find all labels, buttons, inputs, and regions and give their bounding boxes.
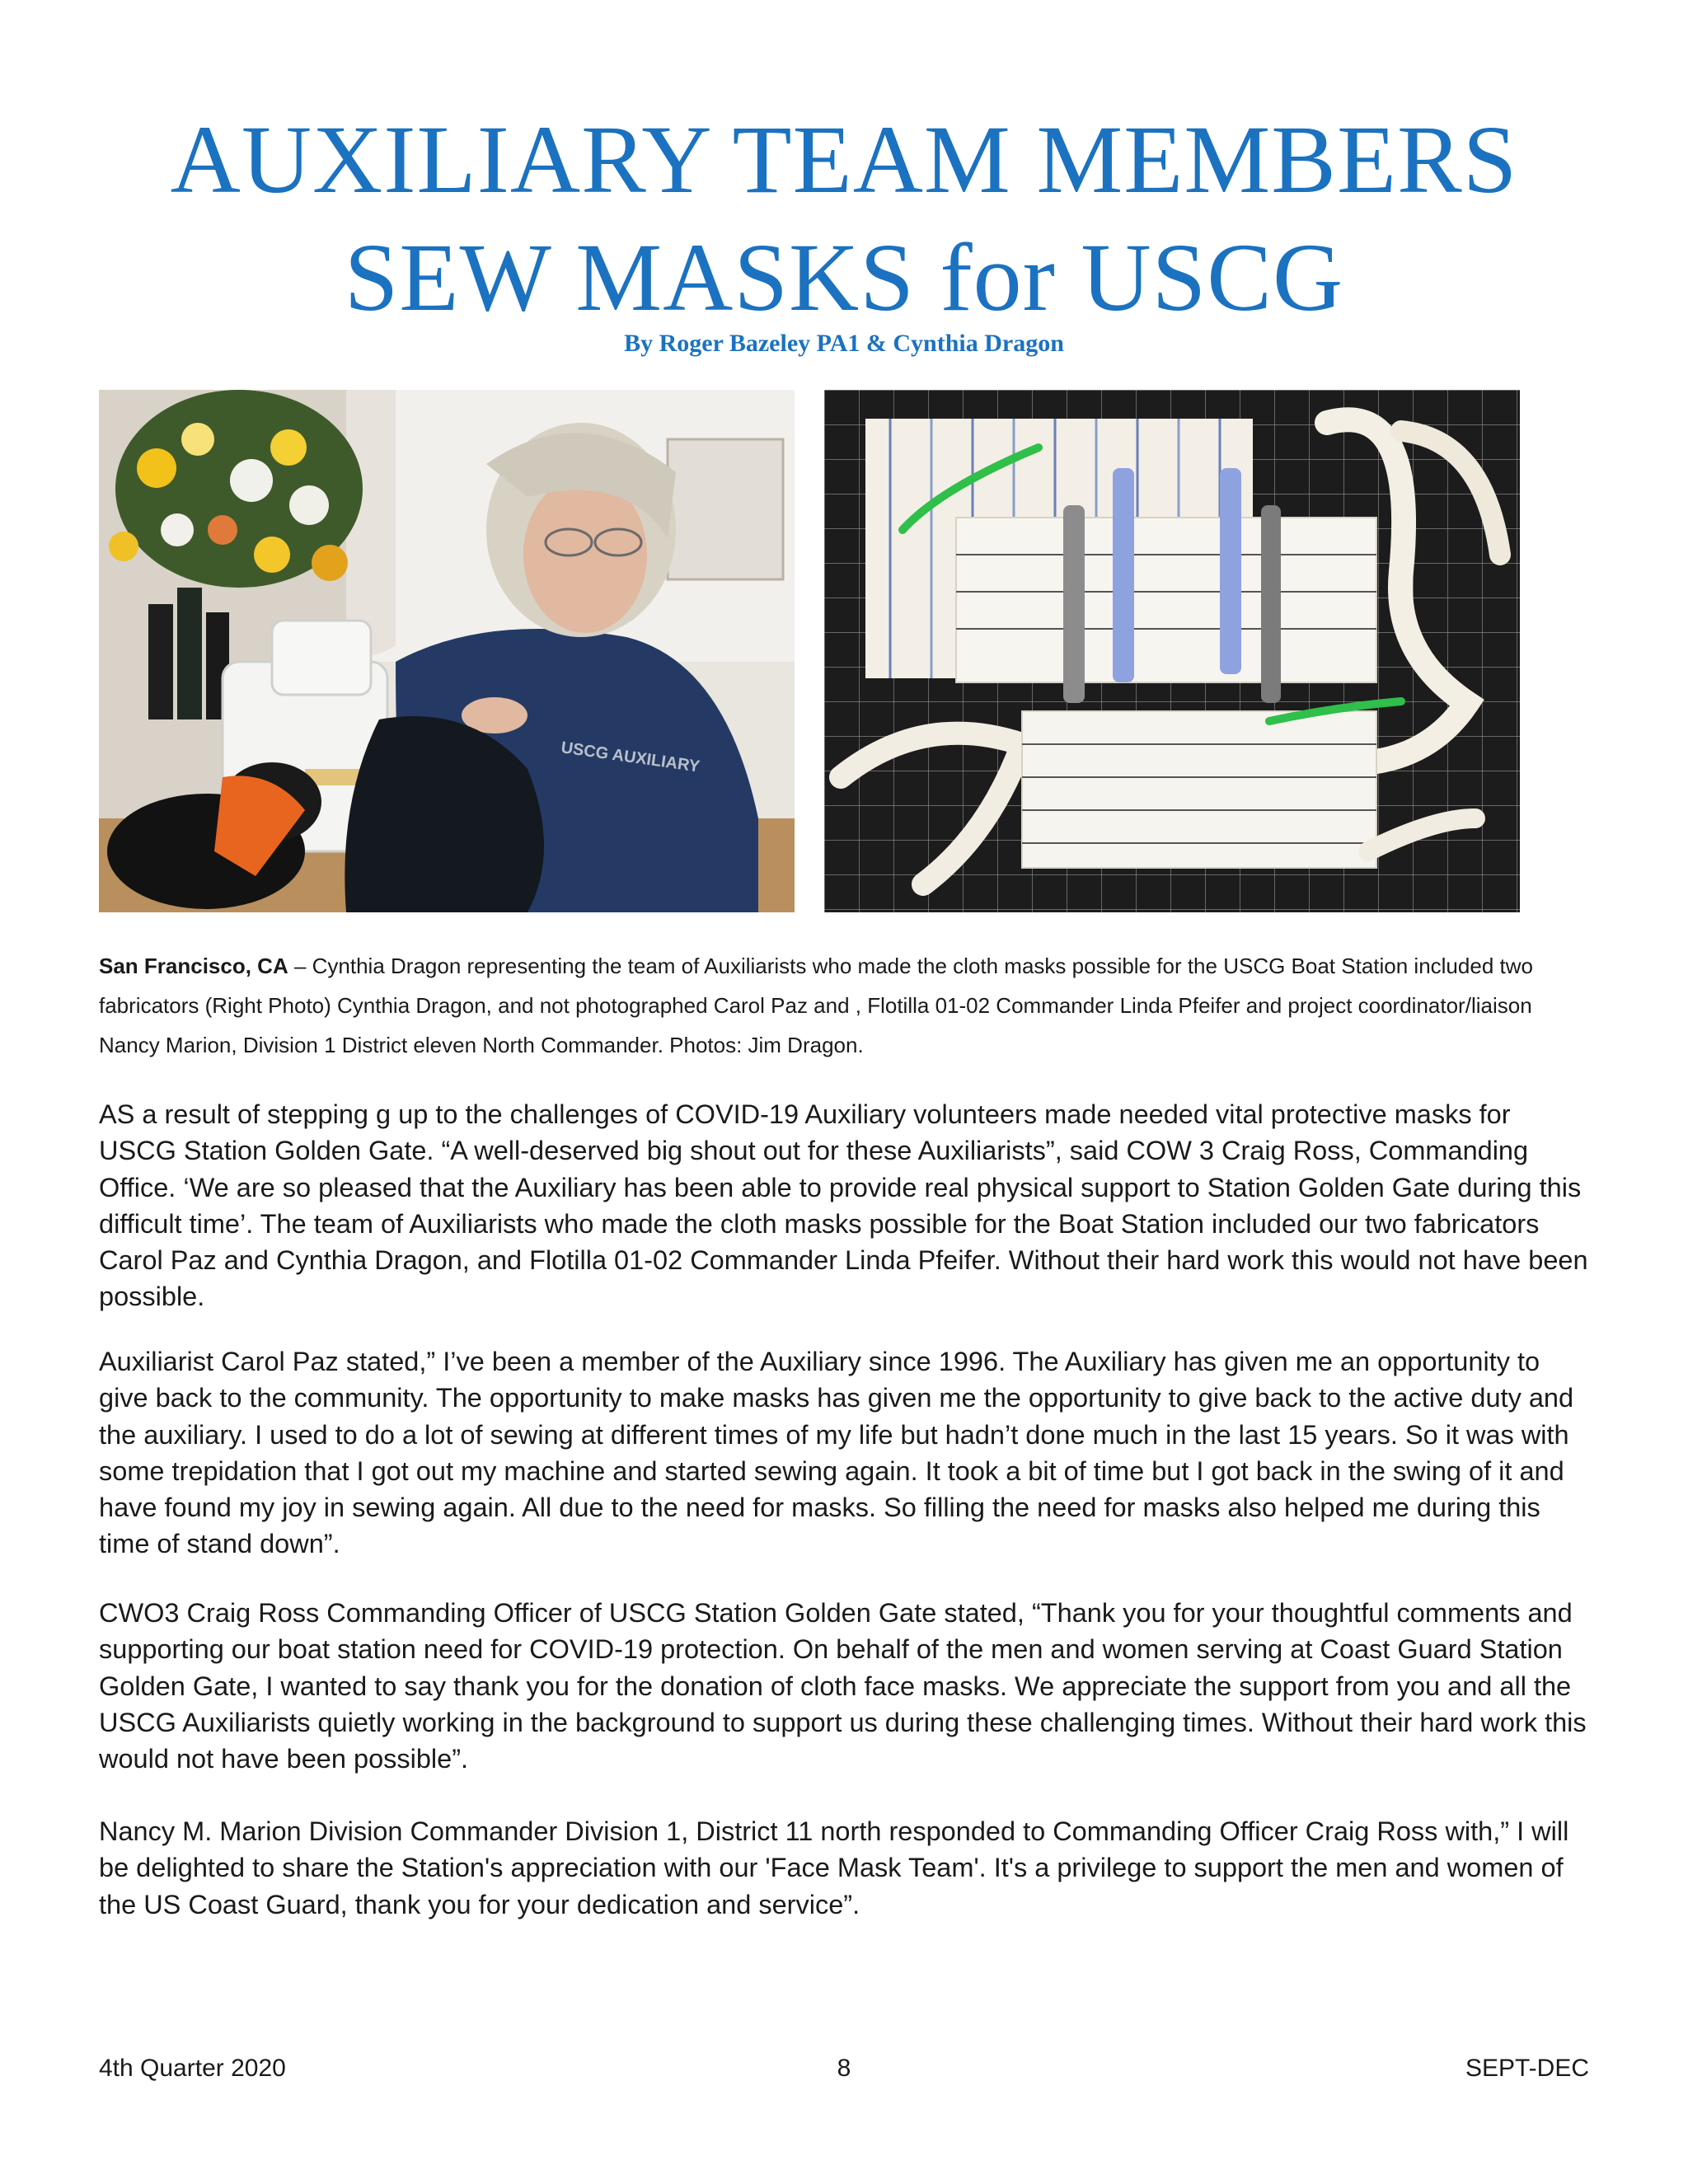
article-title-line-1: AUXILIARY TEAM MEMBERS [170,105,1518,213]
footer-months: SEPT-DEC [1465,2055,1589,2082]
article-paragraph-3: CWO3 Craig Ross Commanding Officer of USCG Station Golden Gate stated, “Thank you for your thoughtful comments and supporting our boat station need for COVID-19 protection. On behalf of the men and women serving at Coast Guard Station Golden Gate, I wanted to say thank you for the donation of cloth face masks. We appreciate the support from you and all the USCG Auxiliarists quietly working in the background to support us during these challenging times. Without their hard work this would not have been possible”. [99,1598,1587,1774]
article-paragraph-2: Auxiliarist Carol Paz stated,” I’ve been a member of the Auxiliary since 1996. The Auxiliary has given me an opportunity to give back to the community. The opportunity to make masks has given me the opportunity to give back to the active duty and the auxiliary. I used to do a lot of sewing at different times of my life but hadn’t done much in the last 15 years. So it was with some trepidation that I got out my machine and started sewing again. It took a bit of time but I got back in the swing of it and have found my joy in sewing again. All due to the need for masks. So filling the need for masks also helped me during this time of stand down”. [99,1347,1574,1559]
sewing-scene-illustration [99,390,795,912]
mask-pleated-bottom [1022,711,1376,868]
caption-location: San Francisco, CA [99,954,288,978]
article-paragraph-1: AS a result of stepping g up to the challenges of COVID-19 Auxiliary volunteers made needed vital protective masks for USCG Station Golden Gate. “A well-deserved big shout out for these Auxiliarists”, said COW 3 Craig Ross, Commanding Office. ‘We are so pleased that the Auxiliary has been able to provide real physical support to Station Golden Gate during this difficult time’. The team of Auxiliarists who made the cloth masks possible for the Boat Station included our two fabricators Carol Paz and Cynthia Dragon, and Flotilla 01-02 Commander Linda Pfeifer. Without their hard work this would not have been possible. [99,1099,1588,1312]
photo-caption [99,946,1582,1065]
photo-sewing-volunteer [99,390,795,912]
shirt-text: USCG AUXILIARY [560,738,701,776]
photo-finished-masks [824,390,1520,912]
mask-pleated-top [956,518,1376,682]
footer-page-number: 8 [837,2055,851,2082]
caption-text: – Cynthia Dragon representing the team of Auxiliarists who made the cloth masks possible for the USCG Boat Station included two fabricators (Right Photo) Cynthia Dragon, and not photographed Carol Paz and , Flotilla 01-02 Commander Linda Pfeifer and project coordinator/liaison Nancy Marion, Division 1 District eleven North Commander. Photos: Jim Dragon. [99,954,1533,1057]
article-byline: By Roger Bazeley PA1 & Cynthia Dragon [624,330,1064,357]
article-paragraph-4: Nancy M. Marion Division Commander Division 1, District 11 north responded to Commanding Officer Craig Ross with,” I will be delighted to share the Station's appreciation with our 'Face Mask Team'. It's a privilege to support the men and women of the US Coast Guard, thank you for your dedication and service”. [99,1816,1569,1919]
article-title-line-2: SEW MASKS for USCG [344,223,1344,331]
masks-on-cutting-mat-illustration [824,390,1520,912]
footer-quarter: 4th Quarter 2020 [99,2055,286,2082]
